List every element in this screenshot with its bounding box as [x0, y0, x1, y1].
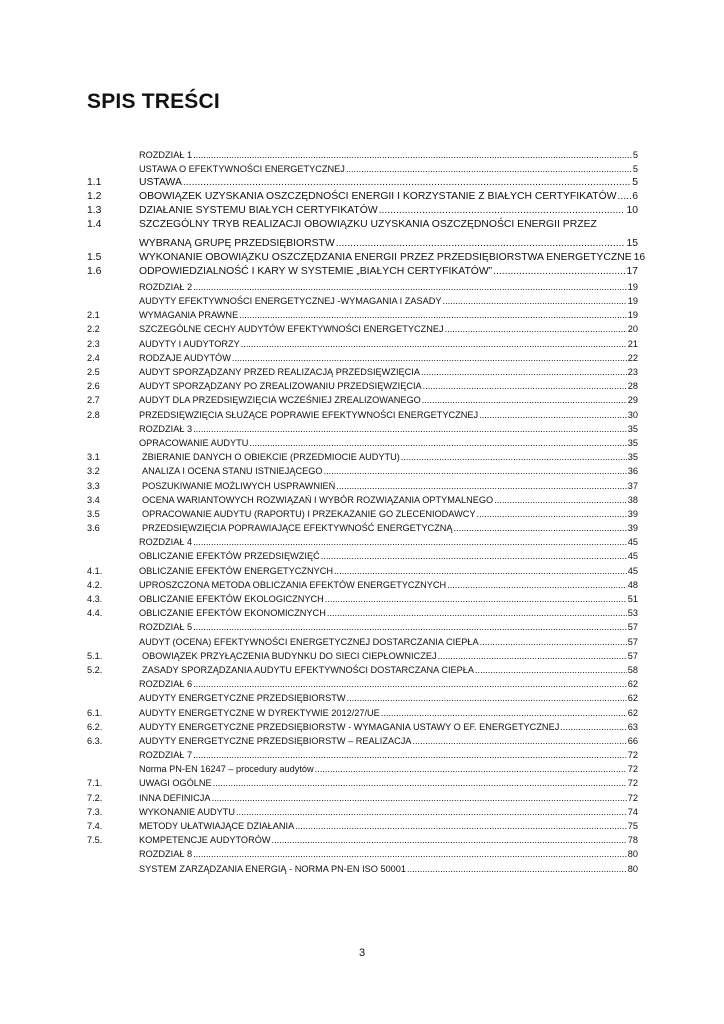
toc-entry-page: 57: [627, 650, 638, 661]
toc-entry: [87, 278, 638, 292]
toc-entry-page: 45: [627, 551, 638, 562]
toc-leader-dots: [479, 410, 627, 420]
toc-entry-title: ROZDZIAŁ 6: [139, 679, 193, 690]
toc-entry-title: ROZDZIAŁ 8: [139, 849, 193, 860]
toc-leader-dots: [447, 580, 627, 590]
toc-leader-dots: [336, 481, 626, 491]
toc-entry-number: 2.3: [87, 338, 100, 349]
toc-entry-number: 2.5: [87, 367, 100, 378]
toc-entry: [87, 264, 638, 278]
toc-entry: [87, 160, 638, 174]
toc-entry: [87, 633, 638, 647]
toc-leader-dots: [327, 608, 627, 618]
toc-entry-number: 6.2.: [87, 721, 103, 732]
table-of-contents: [87, 146, 646, 874]
toc-entry-number: 1.5: [87, 252, 102, 264]
toc-entry-page: 15: [626, 237, 638, 249]
toc-entry-title: AUDYTY EFEKTYWNOŚCI ENERGETYCZNEJ -WYMAGANIA I ZASADY: [139, 296, 442, 307]
toc-leader-dots: [193, 750, 627, 760]
toc-entry-title: WYMAGANIA PRAWNE: [139, 310, 239, 321]
toc-entry-number: 2.2: [87, 324, 100, 335]
toc-entry: [87, 760, 638, 774]
toc-entry-title: ROZDZIAŁ 1: [139, 149, 193, 160]
toc-entry: [87, 491, 638, 505]
toc-entry-page: 35: [627, 452, 638, 463]
toc-entry-page: 57: [627, 636, 638, 647]
toc-leader-dots: [193, 537, 627, 547]
toc-entry-page: 72: [627, 778, 638, 789]
toc-entry: [87, 306, 638, 320]
toc-entry: [87, 590, 638, 604]
toc-leader-dots: [193, 622, 627, 632]
toc-leader-dots: [480, 637, 627, 647]
toc-entry: [87, 817, 638, 831]
toc-entry-title: AUDYT DLA PRZEDSIĘWZIĘCIA WCZEŚNIEJ ZREALIZOWANEGO: [139, 395, 421, 406]
toc-entry-page: 62: [627, 693, 638, 704]
toc-leader-dots: [347, 693, 627, 703]
toc-leader-dots: [401, 452, 627, 462]
toc-entry: [87, 718, 638, 732]
toc-entry: [87, 250, 646, 264]
toc-entry: [87, 505, 638, 519]
toc-entry-number: 2.1: [87, 310, 100, 321]
toc-leader-dots: [346, 164, 632, 174]
toc-leader-dots: [477, 509, 627, 519]
toc-entry-page: 45: [627, 565, 638, 576]
toc-entry: [87, 860, 638, 874]
toc-entry: [87, 803, 638, 817]
toc-leader-dots: [295, 821, 627, 831]
toc-entry-title: ROZDZIAŁ 5: [139, 622, 193, 633]
toc-entry: [87, 619, 638, 633]
toc-entry-page: 17: [626, 266, 638, 278]
toc-entry-title: WYKONANIE OBOWIĄZKU OSZCZĘDZANIA ENERGII PRZEZ PRZEDSIĘBIORSTWA ENERGETYCZNE: [139, 252, 632, 264]
toc-leader-dots: [272, 835, 627, 845]
toc-entry-page: 5: [632, 164, 638, 175]
toc-leader-dots: [236, 807, 627, 817]
toc-entry-title: INNA DEFINICJA: [139, 792, 211, 803]
toc-entry-title: SZCZEGÓLNE CECHY AUDYTÓW EFEKTYWNOŚCI ENERGETYCZNEJ: [139, 324, 444, 335]
toc-entry-page: 19: [627, 310, 638, 321]
toc-entry-page: 16: [633, 252, 646, 264]
toc-entry-number: 2.6: [87, 381, 100, 392]
toc-entry-title: AUDYT SPORZĄDZANY PRZED REALIZACJĄ PRZEDSIĘWZIĘCIA: [139, 367, 420, 378]
toc-entry-title: AUDYTY ENERGETYCZNE PRZEDSIĘBIORSTW: [139, 693, 346, 704]
toc-entry-page: 23: [627, 367, 638, 378]
toc-leader-dots: [617, 191, 631, 203]
toc-entry-page: 35: [627, 437, 638, 448]
toc-entry-title: AUDYT SPORZĄDZANY PO ZREALIZOWANIU PRZEDSIĘWZIĘCIA: [139, 381, 422, 392]
toc-leader-dots: [239, 310, 627, 320]
toc-entry-page: 36: [627, 466, 638, 477]
toc-entry: [87, 732, 638, 746]
toc-entry: [87, 661, 638, 675]
toc-leader-dots: [193, 150, 632, 160]
toc-entry-title: OBLICZANIE EFEKTÓW ENERGETYCZNYCH: [139, 565, 333, 576]
toc-entry-title: OBLICZANIE EFEKTÓW EKONOMICZNYCH: [139, 608, 326, 619]
toc-entry-number: 7.5.: [87, 835, 103, 846]
toc-entry-page: 10: [626, 205, 638, 217]
toc-entry-title: SZCZEGÓLNY TRYB REALIZACJI OBOWIĄZKU UZYSKANIA OSZCZĘDNOŚCI ENERGII PRZEZ: [139, 219, 597, 231]
toc-entry: [87, 562, 638, 576]
toc-entry: [87, 189, 638, 203]
toc-entry-number: 7.4.: [87, 821, 103, 832]
toc-leader-dots: [325, 594, 627, 604]
toc-entry-number: 3.3: [87, 480, 100, 491]
toc-entry-number: 3.4: [87, 494, 100, 505]
toc-entry-title: ROZDZIAŁ 7: [139, 750, 193, 761]
toc-leader-dots: [321, 551, 627, 561]
toc-entry-page: 62: [627, 707, 638, 718]
toc-leader-dots: [193, 424, 627, 434]
toc-entry-page: 80: [627, 863, 638, 874]
toc-entry-page: 63: [627, 721, 638, 732]
toc-entry: [87, 604, 638, 618]
toc-entry-number: 6.3.: [87, 735, 103, 746]
toc-entry-page: 35: [627, 423, 638, 434]
toc-entry-title: POSZUKIWANIE MOŻLIWYCH USPRAWNIEŃ: [142, 480, 336, 491]
toc-entry: [87, 831, 638, 845]
toc-entry: [87, 689, 638, 703]
toc-entry-page: 62: [627, 679, 638, 690]
toc-entry: [87, 647, 638, 661]
toc-entry-title: ODPOWIEDZIALNOŚĆ I KARY W SYSTEMIE „BIAŁYCH CERTYFIKATÓW”: [139, 266, 493, 278]
toc-entry: [87, 675, 638, 689]
toc-entry: [87, 363, 638, 377]
toc-entry-page: 19: [627, 281, 638, 292]
toc-entry-page: 48: [627, 579, 638, 590]
toc-entry: [87, 477, 638, 491]
toc-entry: [87, 377, 638, 391]
toc-leader-dots: [412, 736, 626, 746]
toc-entry-title: UWAGI OGÓLNE: [139, 778, 212, 789]
toc-entry: [87, 203, 638, 217]
toc-entry-number: 3.5: [87, 508, 100, 519]
toc-entry-title: RODZAJE AUDYTÓW: [139, 352, 231, 363]
toc-entry-title: ROZDZIAŁ 4: [139, 537, 193, 548]
toc-entry-page: 37: [627, 480, 638, 491]
toc-leader-dots: [193, 849, 627, 859]
toc-entry-title: USTAWA O EFEKTYWNOŚCI ENERGETYCZNEJ: [139, 164, 345, 175]
toc-entry-number: 4.2.: [87, 579, 103, 590]
toc-entry-page: 75: [627, 821, 638, 832]
toc-entry: [87, 321, 638, 335]
toc-entry-page: 28: [627, 381, 638, 392]
toc-leader-dots: [232, 353, 627, 363]
toc-entry-number: 4.3.: [87, 594, 103, 605]
toc-entry-title: KOMPETENCJE AUDYTORÓW: [139, 835, 271, 846]
toc-entry-number: 3.2: [87, 466, 100, 477]
toc-entry-page: 39: [627, 523, 638, 534]
toc-entry-number: 6.1.: [87, 707, 103, 718]
toc-entry-page: 72: [627, 764, 638, 775]
toc-leader-dots: [211, 793, 626, 803]
toc-leader-dots: [445, 324, 627, 334]
toc-entry-page: 58: [627, 664, 638, 675]
toc-leader-dots: [560, 722, 626, 732]
toc-leader-dots: [183, 177, 631, 189]
toc-entry: [87, 846, 638, 860]
toc-entry-title: ZASADY SPORZĄDZANIA AUDYTU EFEKTYWNOŚCI DOSTARCZANA CIEPŁA: [142, 664, 474, 675]
toc-entry-page: 20: [627, 324, 638, 335]
toc-entry-number: 1.6: [87, 266, 102, 278]
toc-entry: [87, 292, 638, 306]
toc-entry-page: 22: [627, 352, 638, 363]
toc-entry-number: 1.1: [87, 176, 102, 188]
toc-entry: [87, 775, 638, 789]
toc-entry-title: OBLICZANIE EFEKTÓW EKOLOGICZNYCH: [139, 594, 324, 605]
toc-entry-number: 1.2: [87, 191, 102, 203]
toc-entry-title: SYSTEM ZARZĄDZANIA ENERGIĄ - NORMA PN-EN ISO 50001: [139, 863, 407, 874]
toc-leader-dots: [315, 764, 627, 774]
toc-entry-title: METODY UŁATWIAJĄCE DZIAŁANIA: [139, 821, 295, 832]
toc-entry: [87, 349, 638, 363]
page-number: 3: [358, 947, 366, 959]
toc-entry-title: OPRACOWANIE AUDYTU (RAPORTU) I PRZEKAZANIE GO ZLECENIODAWCY: [142, 508, 476, 519]
toc-entry: [87, 335, 638, 349]
toc-leader-dots: [324, 466, 627, 476]
toc-entry-page: 78: [627, 835, 638, 846]
toc-entry: [87, 533, 638, 547]
toc-leader-dots: [494, 495, 627, 505]
toc-entry-page: 5: [632, 149, 638, 160]
toc-entry: [87, 174, 638, 188]
toc-entry-page: 51: [627, 594, 638, 605]
toc-entry-title: ROZDZIAŁ 3: [139, 423, 193, 434]
toc-entry: [87, 392, 638, 406]
toc-leader-dots: [454, 523, 627, 533]
toc-entry-title: PRZEDSIĘWZIĘCIA POPRAWIAJĄCE EFEKTYWNOŚĆ ENERGETYCZNĄ: [142, 523, 453, 534]
toc-entry: [87, 420, 638, 434]
toc-entry-number: 4.4.: [87, 608, 103, 619]
toc-entry-number: 3.6: [87, 523, 100, 534]
toc-entry-number: 5.2.: [87, 664, 103, 675]
toc-leader-dots: [193, 679, 627, 689]
toc-leader-dots: [443, 296, 627, 306]
toc-entry-number: 3.1: [87, 452, 100, 463]
toc-entry-title: Norma PN-EN 16247 – procedury audytów: [139, 764, 314, 775]
toc-entry-number: 1.3: [87, 205, 102, 217]
toc-entry-title: AUDYTY ENERGETYCZNE PRZEDSIĘBIORSTW - WYMAGANIA USTAWY O EF. ENERGETYCZNEJ: [139, 721, 560, 732]
toc-entry-title: AUDYT (OCENA) EFEKTYWNOŚCI ENERGETYCZNEJ DOSTARCZANIA CIEPŁA: [139, 636, 479, 647]
toc-entry-page: 39: [627, 508, 638, 519]
toc-leader-dots: [249, 438, 626, 448]
toc-entry: [87, 462, 638, 476]
toc-entry-page: 21: [627, 338, 638, 349]
toc-entry-page: 72: [627, 792, 638, 803]
toc-entry-title: ROZDZIAŁ 2: [139, 281, 193, 292]
toc-leader-dots: [493, 266, 625, 278]
toc-entry-number: 2.8: [87, 409, 100, 420]
toc-entry-number: 7.1.: [87, 778, 103, 789]
toc-leader-dots: [381, 708, 627, 718]
toc-entry-page: 53: [627, 608, 638, 619]
toc-entry: [87, 448, 638, 462]
toc-entry-page: 80: [627, 849, 638, 860]
toc-entry-page: 72: [627, 750, 638, 761]
toc-entry-page: 29: [627, 395, 638, 406]
toc-entry: [87, 406, 638, 420]
toc-entry-title: WYKONANIE AUDYTU: [139, 806, 235, 817]
toc-entry-number: 2.7: [87, 395, 100, 406]
toc-entry-page: 6: [632, 191, 638, 203]
toc-entry: [87, 217, 638, 231]
toc-entry-title: ZBIERANIE DANYCH O OBIEKCIE (PRZEDMIOCIE AUDYTU): [142, 452, 400, 463]
toc-leader-dots: [421, 367, 627, 377]
toc-leader-dots: [475, 665, 627, 675]
toc-entry-page: 57: [627, 622, 638, 633]
toc-entry: [87, 231, 638, 250]
toc-entry-title: DZIAŁANIE SYSTEMU BIAŁYCH CERTYFIKATÓW: [139, 205, 378, 217]
toc-entry: [87, 789, 638, 803]
toc-leader-dots: [193, 282, 627, 292]
toc-entry-page: 5: [632, 176, 638, 188]
toc-entry-title: OBLICZANIE EFEKTÓW PRZEDSIĘWZIĘĆ: [139, 551, 320, 562]
toc-leader-dots: [213, 778, 627, 788]
toc-leader-dots: [334, 566, 627, 576]
toc-leader-dots: [438, 651, 627, 661]
page-title: SPIS TREŚCI: [87, 90, 220, 113]
toc-entry-number: 4.1.: [87, 565, 103, 576]
toc-entry-page: 30: [627, 409, 638, 420]
toc-entry-title: AUDYTY ENERGETYCZNE W DYREKTYWIE 2012/27/UE: [139, 707, 380, 718]
toc-entry: [87, 704, 638, 718]
toc-entry-number: 7.3.: [87, 806, 103, 817]
toc-entry-number: 1.4: [87, 219, 102, 231]
toc-entry-page: 38: [627, 494, 638, 505]
toc-entry-number: 2.4: [87, 352, 100, 363]
toc-leader-dots: [241, 339, 627, 349]
toc-entry-title: AUDYTY I AUDYTORZY: [139, 338, 240, 349]
toc-entry: [87, 746, 638, 760]
toc-entry: [87, 146, 638, 160]
toc-leader-dots: [407, 864, 627, 874]
toc-entry-number: 7.2.: [87, 792, 103, 803]
toc-entry-number: 5.1.: [87, 650, 103, 661]
toc-entry-title: OBOWIĄZEK UZYSKANIA OSZCZĘDNOŚCI ENERGII I KORZYSTANIE Z BIAŁYCH CERTYFIKATÓW: [139, 191, 617, 203]
toc-leader-dots: [379, 205, 626, 217]
toc-entry-title: WYBRANĄ GRUPĘ PRZEDSIĘBIORSTW: [139, 237, 335, 249]
toc-entry: [87, 548, 638, 562]
toc-entry-title: USTAWA: [139, 176, 182, 188]
toc-entry-page: 74: [627, 806, 638, 817]
toc-entry-page: 19: [627, 296, 638, 307]
toc-entry-page: 66: [627, 735, 638, 746]
toc-entry-title: OPRACOWANIE AUDYTU: [139, 437, 249, 448]
toc-entry: [87, 519, 638, 533]
toc-leader-dots: [423, 381, 627, 391]
toc-entry-title: AUDYTY ENERGETYCZNE PRZEDSIĘBIORSTW – REALIZACJA: [139, 735, 412, 746]
toc-entry: [87, 576, 638, 590]
toc-entry-page: 45: [627, 537, 638, 548]
toc-entry-title: ANALIZA I OCENA STANU ISTNIEJĄCEGO: [142, 466, 323, 477]
toc-entry-title: UPROSZCZONA METODA OBLICZANIA EFEKTÓW ENERGETYCZNYCH: [139, 579, 447, 590]
toc-leader-dots: [422, 395, 627, 405]
toc-entry-title: OBOWIĄZEK PRZYŁĄCZENIA BUDYNKU DO SIECI CIEPŁOWNICZEJ: [142, 650, 437, 661]
toc-entry-title: PRZEDSIĘWZIĘCIA SŁUŻĄCE POPRAWIE EFEKTYWNOŚCI ENERGETYCZNEJ: [139, 409, 479, 420]
toc-entry-title: OCENA WARIANTOWYCH ROZWIĄZAŃ I WYBÓR ROZWIĄZANIA OPTYMALNEGO: [142, 494, 494, 505]
toc-entry: [87, 434, 638, 448]
toc-leader-dots: [336, 238, 626, 250]
